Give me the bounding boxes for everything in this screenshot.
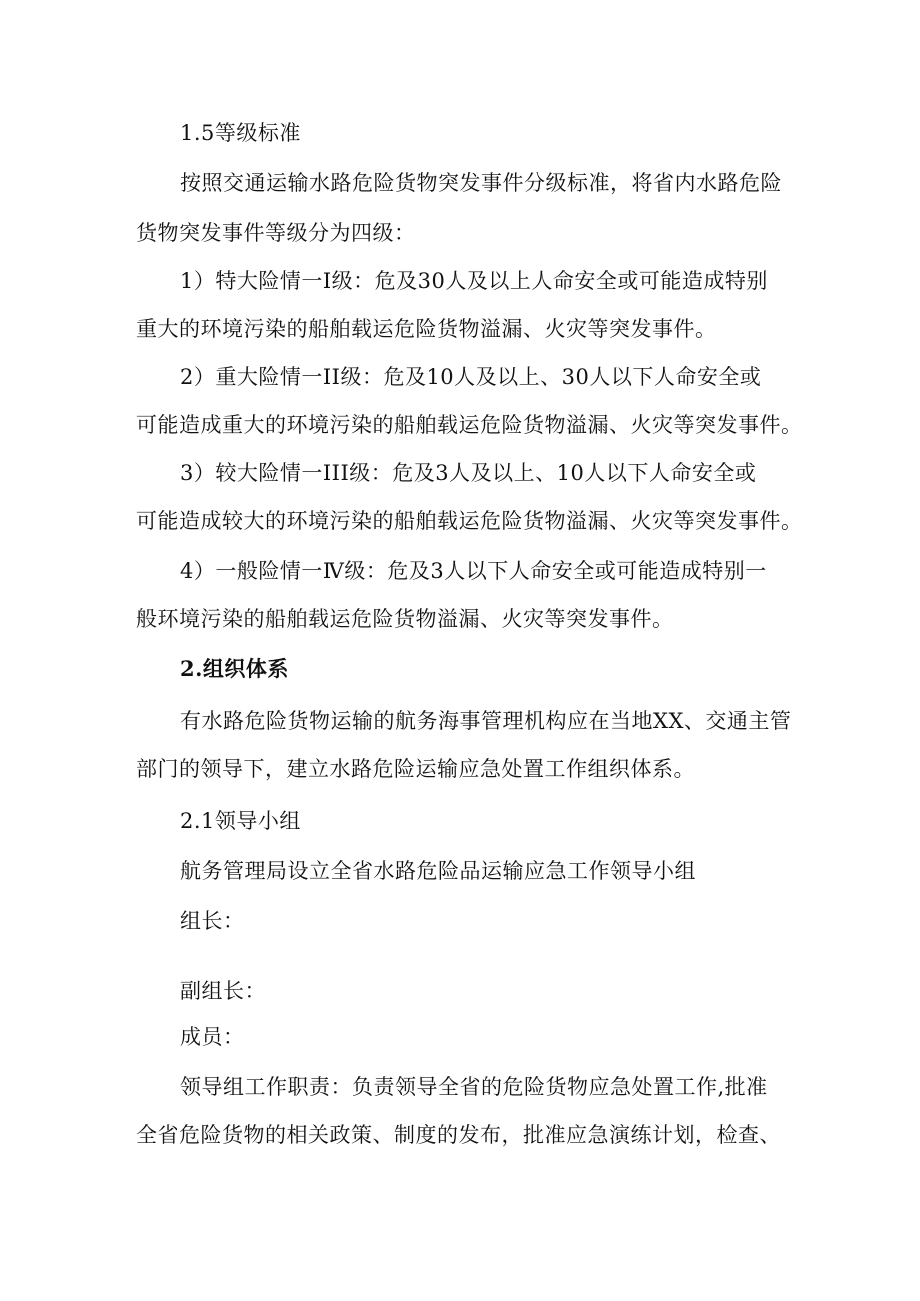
- paragraph-line: 般环境污染的船舶载运危险货物溢漏、火灾等突发事件。: [136, 607, 674, 631]
- paragraph-line: 货物突发事件等级分为四级：: [136, 221, 416, 245]
- paragraph-line: 重大的环境污染的船舶载运危险货物溢漏、火灾等突发事件。: [136, 317, 717, 341]
- section-heading-1-5: 1.5等级标准: [180, 121, 301, 145]
- paragraph-line: 航务管理局设立全省水路危险品运输应急工作领导小组: [180, 859, 696, 883]
- paragraph-line: 可能造成较大的环境污染的船舶载运危险货物溢漏、火灾等突发事件。: [136, 509, 803, 533]
- paragraph-line: 全省危险货物的相关政策、制度的发布，批准应急演练计划，检查、: [136, 1123, 781, 1147]
- list-item-level-4: 4）一般险情一Ⅳ级：危及3人以下人命安全或可能造成特别一: [180, 559, 767, 583]
- paragraph-line: 可能造成重大的环境污染的船舶载运危险货物溢漏、火灾等突发事件。: [136, 413, 803, 437]
- paragraph-line: 部门的领导下，建立水路危险运输应急处置工作组织体系。: [136, 757, 695, 781]
- field-label-deputy-leader: 副组长：: [180, 979, 266, 1003]
- paragraph-line: 领导组工作职责：负责领导全省的危险货物应急处置工作,批准: [180, 1075, 768, 1099]
- paragraph-line: 有水路危险货物运输的航务海事管理机构应在当地XX、交通主管: [180, 709, 792, 733]
- field-label-leader: 组长：: [180, 909, 245, 933]
- list-item-level-3: 3）较大险情一III级：危及3人及以上、10人以下人命安全或: [180, 461, 757, 485]
- section-heading-2: 2.组织体系: [180, 656, 289, 681]
- paragraph-line: 按照交通运输水路危险货物突发事件分级标准，将省内水路危险: [180, 171, 782, 195]
- list-item-level-1: 1）特大险情一Ⅰ级：危及30人及以上人命安全或可能造成特别: [180, 269, 768, 293]
- field-label-members: 成员：: [180, 1025, 245, 1049]
- list-item-level-2: 2）重大险情一II级：危及10人及以上、30人以下人命安全或: [180, 365, 762, 389]
- section-heading-2-1: 2.1领导小组: [180, 809, 301, 833]
